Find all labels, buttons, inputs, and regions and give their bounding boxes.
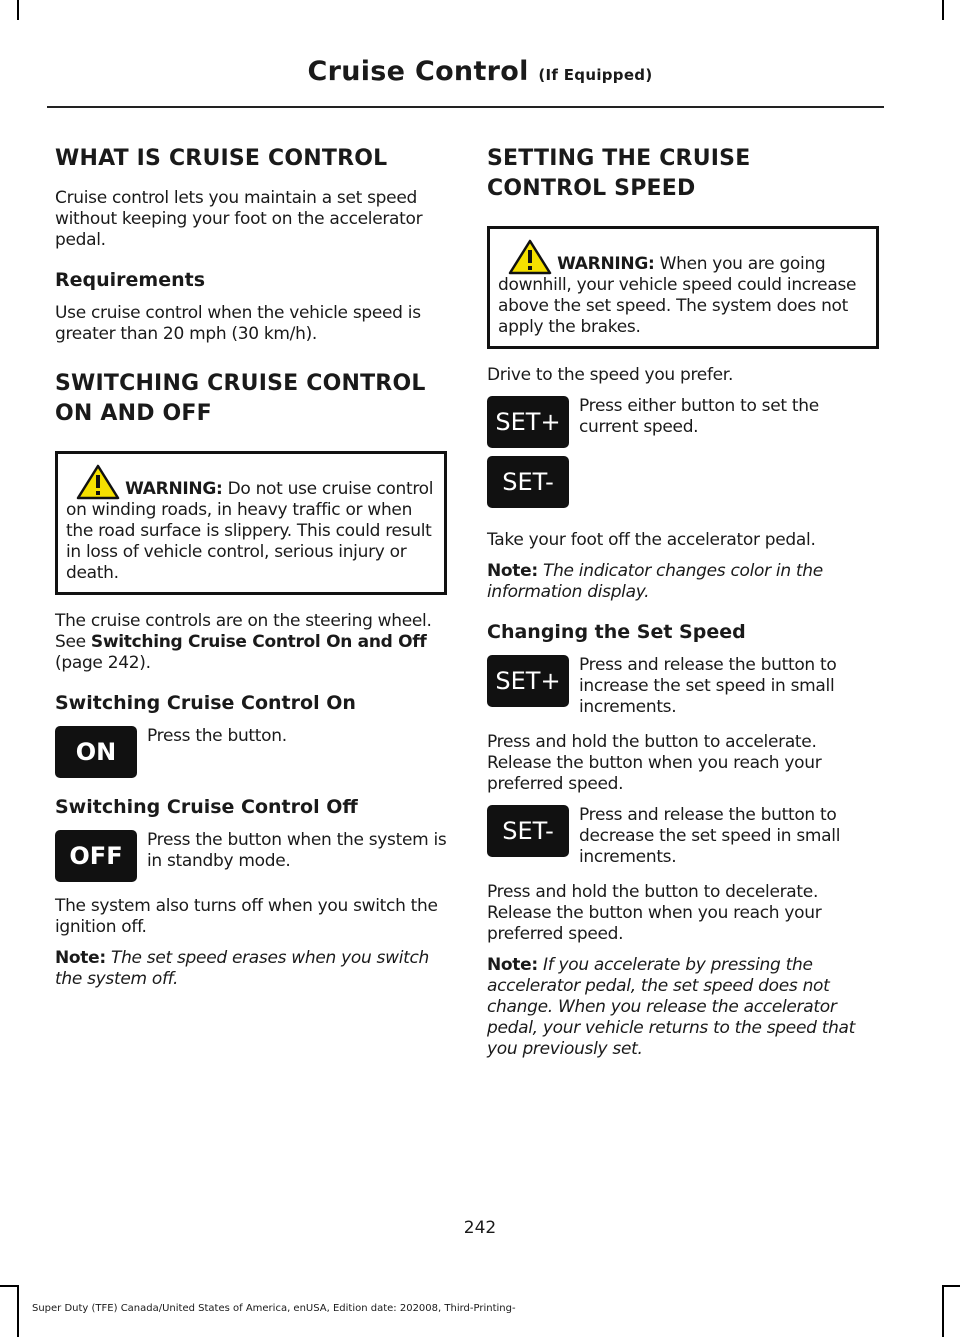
header-subtitle: (If Equipped) bbox=[538, 66, 653, 84]
page-header-title bbox=[0, 56, 960, 87]
note-label: Note: bbox=[487, 955, 538, 975]
warning-triangle-icon bbox=[508, 239, 552, 275]
paragraph-controls bbox=[55, 611, 447, 674]
paragraph-accelerate: Press and hold the button to accelerate. Release the button when you reach your preferred speed. bbox=[487, 732, 822, 794]
crop-mark-bottom-left bbox=[17, 1285, 19, 1337]
step-increase-text: Press and release the button to increase the set speed in small increments. bbox=[579, 655, 837, 717]
crop-mark-bottom-right-h bbox=[942, 1285, 960, 1287]
paragraph-what: Cruise control lets you maintain a set speed without keeping your foot on the accelerator pedal. bbox=[55, 188, 423, 250]
link-switching-cruise-control[interactable]: Switching Cruise Control On and Off bbox=[90, 632, 427, 652]
heading-switching-line2: ON AND OFF bbox=[55, 401, 212, 426]
header-title-text: Cruise Control bbox=[307, 56, 529, 87]
footer-edition: Super Duty (TFE) Canada/United States of America, enUSA, Edition date: 202008, Third-Printing- bbox=[32, 1303, 516, 1314]
left-column bbox=[55, 140, 447, 1000]
note-label: Note: bbox=[487, 561, 538, 581]
warning-label: WARNING: bbox=[125, 479, 223, 499]
paragraph-foot-off: Take your foot off the accelerator pedal. bbox=[487, 530, 816, 550]
heading-requirements: Requirements bbox=[55, 269, 206, 291]
warning-label: WARNING: bbox=[557, 254, 655, 274]
step-switch-off bbox=[55, 830, 447, 882]
set-buttons-stack bbox=[487, 396, 579, 516]
warning-text: When you are going downhill, your vehicle speed could increase above the set speed. The system does not apply the brakes. bbox=[498, 254, 857, 337]
off-button-icon: OFF bbox=[55, 830, 137, 882]
note-text: The set speed erases when you switch the system off. bbox=[55, 948, 430, 989]
controls-text-1: The cruise controls are on the steering wheel. See bbox=[55, 611, 432, 652]
note-text: If you accelerate by pressing the accelerator pedal, the set speed does not change. When you release the accelerator pedal, your vehicle returns to the speed that you previously set. bbox=[487, 955, 856, 1059]
note-label: Note: bbox=[55, 948, 106, 968]
warning-box-downhill bbox=[487, 226, 879, 349]
right-column bbox=[487, 140, 879, 1070]
heading-switching-on: Switching Cruise Control On bbox=[55, 692, 356, 714]
heading-setting-speed bbox=[487, 144, 879, 204]
crop-mark-bottom-right bbox=[942, 1285, 944, 1337]
step-decrease bbox=[487, 805, 879, 868]
warning-box-winding-roads bbox=[55, 451, 447, 595]
crop-mark-top-left bbox=[17, 0, 19, 20]
step-off-text: Press the button when the system is in standby mode. bbox=[147, 830, 447, 871]
page-number: 242 bbox=[463, 1218, 497, 1238]
heading-switching bbox=[55, 369, 447, 429]
step-increase bbox=[487, 655, 879, 718]
controls-text-2: (page 242). bbox=[55, 653, 151, 673]
set-minus-button-icon: SET- bbox=[487, 456, 569, 508]
note-set-speed-erases bbox=[55, 948, 447, 990]
heading-setting-line1: SETTING THE CRUISE bbox=[487, 146, 751, 171]
heading-switching-line1: SWITCHING CRUISE CONTROL bbox=[55, 371, 426, 396]
heading-setting-line2: CONTROL SPEED bbox=[487, 176, 696, 201]
note-text: The indicator changes color in the information display. bbox=[487, 561, 823, 602]
note-indicator-color bbox=[487, 561, 879, 603]
step-decrease-text: Press and release the button to decrease the set speed in small increments. bbox=[579, 805, 841, 867]
warning-triangle-icon bbox=[76, 464, 120, 500]
set-minus-button-icon: SET- bbox=[487, 805, 569, 857]
set-plus-button-icon: SET+ bbox=[487, 655, 569, 707]
step-switch-on bbox=[55, 726, 447, 778]
paragraph-drive: Drive to the speed you prefer. bbox=[487, 365, 734, 385]
note-accelerator-pedal bbox=[487, 955, 879, 1060]
step-on-text: Press the button. bbox=[147, 726, 287, 746]
paragraph-ignition: The system also turns off when you switch the ignition off. bbox=[55, 896, 438, 937]
warning-text: Do not use cruise control on winding roads, in heavy traffic or when the road surface is slippery. This could result in loss of vehicle control, serious injury or death. bbox=[66, 479, 434, 583]
set-plus-button-icon: SET+ bbox=[487, 396, 569, 448]
heading-changing-set-speed: Changing the Set Speed bbox=[487, 621, 746, 643]
crop-mark-top-right bbox=[942, 0, 944, 20]
step-set-speed bbox=[487, 396, 879, 516]
heading-switching-off: Switching Cruise Control Off bbox=[55, 796, 358, 818]
heading-what-is-cruise-control: WHAT IS CRUISE CONTROL bbox=[55, 146, 388, 171]
crop-mark-bottom-left-h bbox=[0, 1285, 19, 1287]
header-rule bbox=[47, 106, 884, 108]
on-button-icon: ON bbox=[55, 726, 137, 778]
step-set-text: Press either button to set the current speed. bbox=[579, 396, 819, 437]
paragraph-decelerate: Press and hold the button to decelerate. Release the button when you reach your preferred speed. bbox=[487, 882, 822, 944]
paragraph-requirements: Use cruise control when the vehicle speed is greater than 20 mph (30 km/h). bbox=[55, 303, 421, 344]
